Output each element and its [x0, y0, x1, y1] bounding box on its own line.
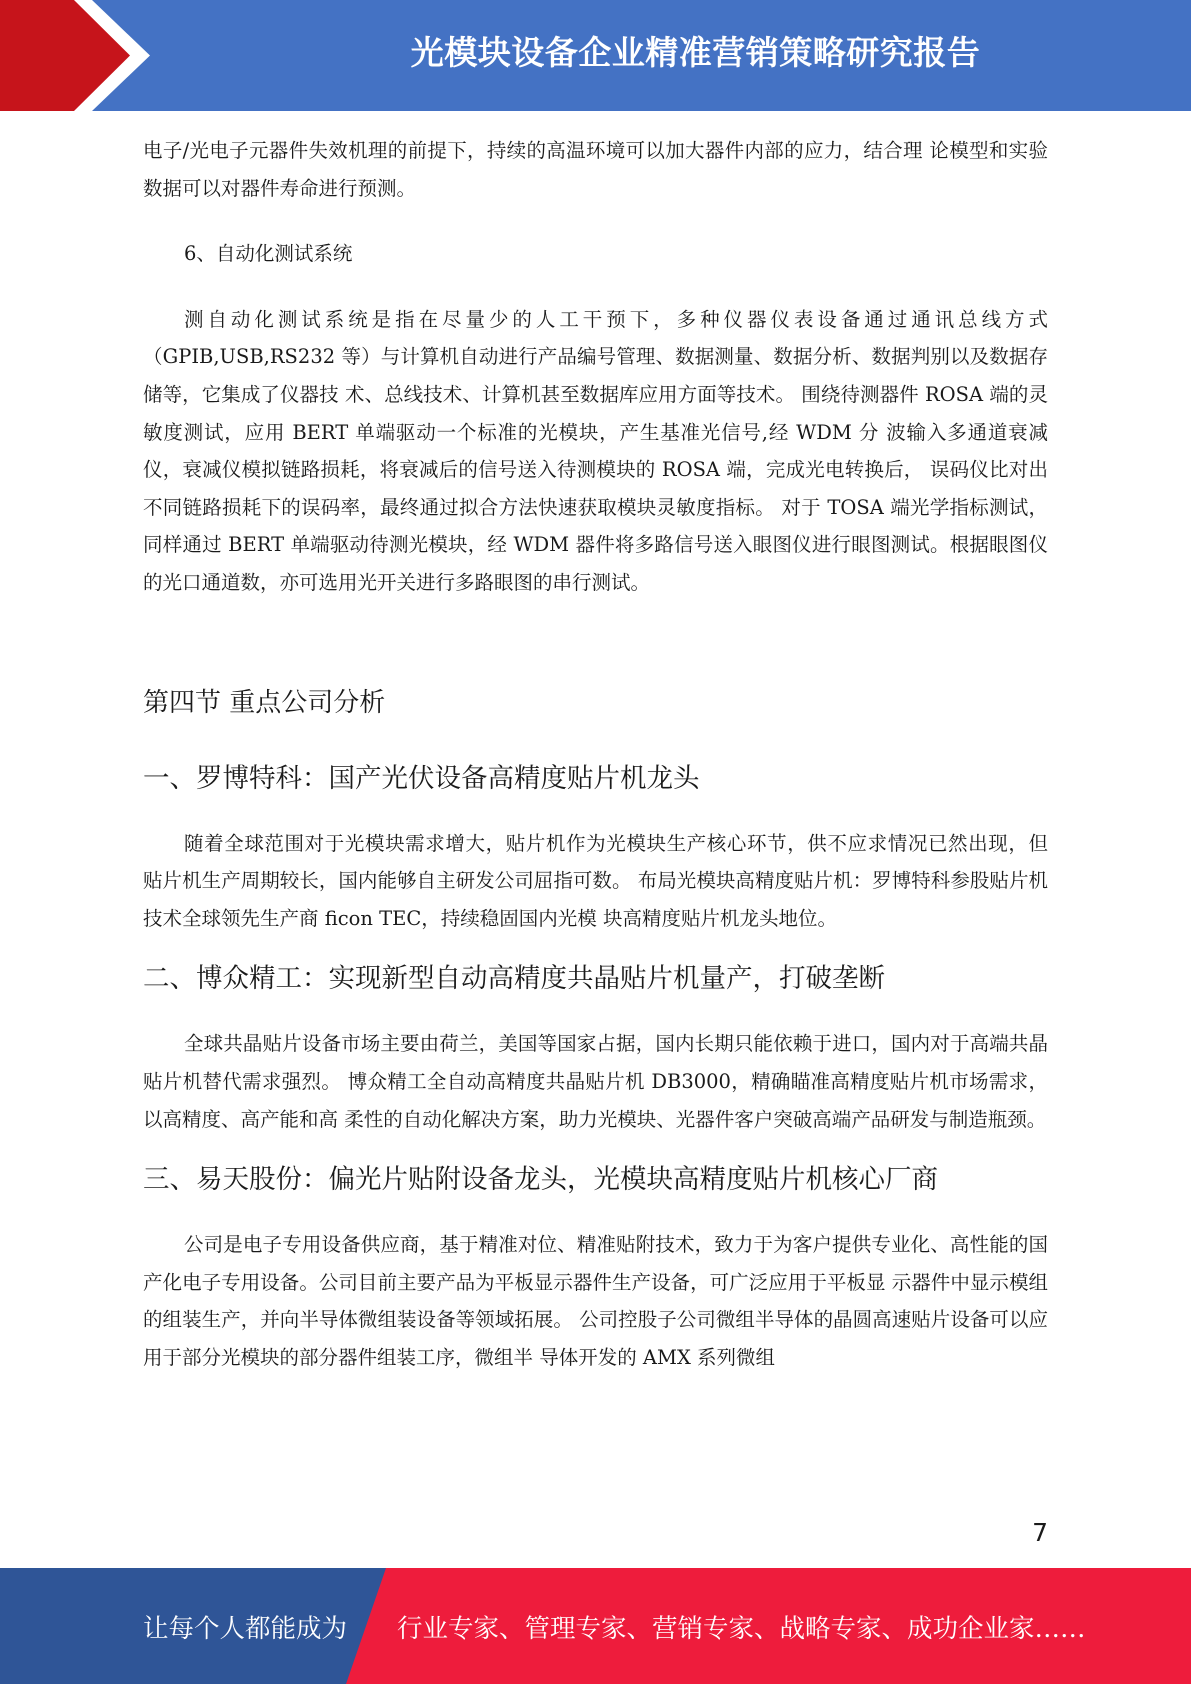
page-number: 7 — [1032, 1518, 1048, 1547]
company-title-robotechnik: 一、罗博特科：国产光伏设备高精度贴片机龙头 — [143, 762, 700, 794]
header-chevron-icon — [0, 0, 160, 111]
company-paragraph-robotechnik: 随着全球范围对于光模块需求增大，贴片机作为光模块生产核心环节，供不应求情况已然出现，但 贴片机生产周期较长，国内能够自主研发公司屈指可数。 布局光模块高精度贴片机：罗博特科参股贴片机技术全球领先生产商 ficon TEC，持续稳固国内光模 块高精度贴片机龙头地位。 — [143, 831, 1048, 930]
continuation-paragraph: 电子/光电子元器件失效机理的前提下，持续的高温环境可以加大器件内部的应力，结合理 论模型和实验数据可以对器件寿命进行预测。 — [143, 139, 1048, 200]
company-paragraph-etian: 公司是电子专用设备供应商，基于精准对位、精准贴附技术，致力于为客户提供专业化、高性能的国产化电子专用设备。公司目前主要产品为平板显示器件生产设备，可广泛应用于平板显 示器件中显示模组的组装生产，并向半导体微组装设备等领域拓展。 公司控股子公司微组半导体的晶圆高速贴片设备可以应用于部分光模块的部分器件组装工序，微组半 导体开发的 AMX 系列微组 — [143, 1233, 1048, 1369]
company-title-bozhon: 二、博众精工：实现新型自动高精度共晶贴片机量产，打破垄断 — [143, 963, 885, 995]
page-content — [143, 132, 1048, 1376]
company-title-etian: 三、易天股份：偏光片贴附设备龙头，光模块高精度贴片机核心厂商 — [143, 1164, 938, 1196]
item-heading-automated-test: 6、自动化测试系统 — [184, 242, 353, 266]
page-header — [0, 0, 1191, 111]
footer-slogan-right: 行业专家、管理专家、营销专家、战略专家、成功企业家…… — [397, 1614, 1086, 1644]
page-footer — [0, 1568, 1191, 1684]
report-title: 光模块设备企业精准营销策略研究报告 — [410, 33, 981, 72]
company-paragraph-bozhon: 全球共晶贴片设备市场主要由荷兰，美国等国家占据，国内长期只能依赖于进口，国内对于高端共晶 贴片机替代需求强烈。 博众精工全自动高精度共晶贴片机 DB3000，精确瞄准高精度贴片机市场需求，以高精度、高产能和高 柔性的自动化解决方案，助力光模块、光器件客户突破高端产品研发与制造瓶颈。 — [143, 1032, 1048, 1131]
section-title: 第四节 重点公司分析 — [143, 687, 386, 718]
footer-slogan-left: 让每个人都能成为 — [143, 1614, 348, 1644]
automated-test-paragraph: 测自动化测试系统是指在尽量少的人工干预下，多种仪器仪表设备通过通讯总线方式（GPIB,USB,RS232 等）与计算机自动进行产品编号管理、数据测量、数据分析、数据判别以及数据存储等，它集成了仪器技 术、总线技术、计算机甚至数据库应用方面等技术。 围绕待测器件 ROSA 端的灵敏度测试，应用 BERT 单端驱动一个标准的光模块，产生基准光信号,经 WDM 分 波输入多通道衰减仪，衰减仪模拟链路损耗，将衰减后的信号送入待测模块的 ROSA 端，完成光电转换后， 误码仪比对出不同链路损耗下的误码率，最终通过拟合方法快速获取模块灵敏度指标。 对于 TOSA 端光学指标测试，同样通过 BERT 单端驱动待测光模块，经 WDM 器件将多路信号送入眼图仪进行眼图测试。根据眼图仪的光口通道数，亦可选用光开关进行多路眼图的串行测试。 — [143, 307, 1048, 594]
